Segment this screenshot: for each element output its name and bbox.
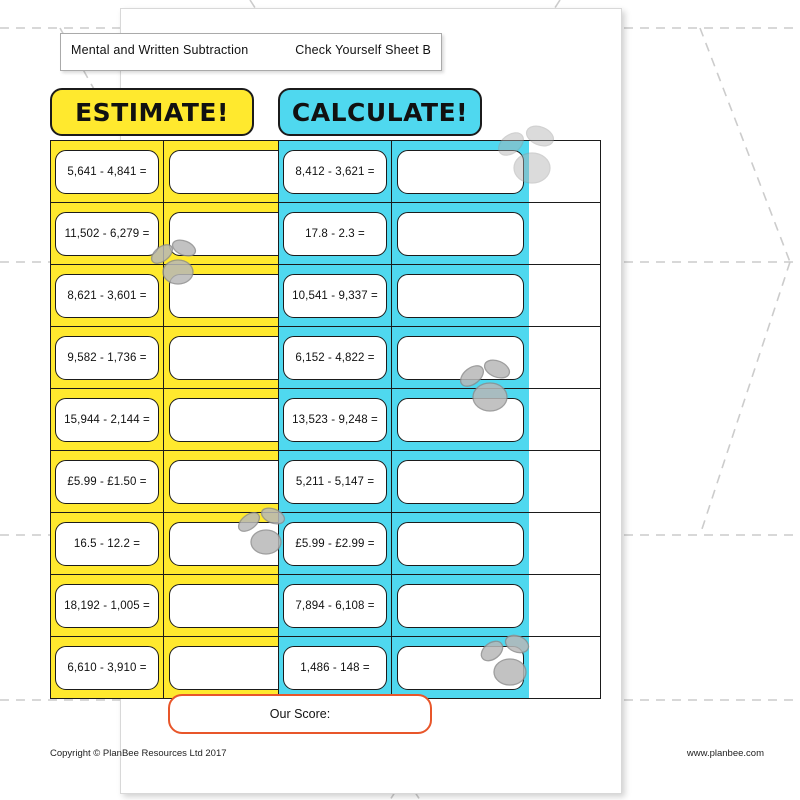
- question-text: 11,502 - 6,279 =: [55, 212, 158, 256]
- question-cell: [51, 513, 164, 574]
- table-row: [279, 513, 531, 575]
- table-row: [279, 575, 531, 637]
- question-text: 9,582 - 1,736 =: [55, 336, 158, 380]
- answer-box[interactable]: [169, 522, 295, 566]
- answer-box[interactable]: [169, 398, 295, 442]
- table-row: [51, 327, 303, 389]
- answer-cell[interactable]: [392, 265, 529, 326]
- score-box[interactable]: [168, 694, 432, 734]
- answer-cell[interactable]: [392, 327, 529, 388]
- question-cell: [51, 575, 164, 636]
- table-row: [279, 141, 531, 203]
- table-row: [51, 141, 303, 203]
- table-row: [279, 637, 531, 699]
- answer-box[interactable]: [397, 460, 523, 504]
- answer-box[interactable]: [397, 336, 523, 380]
- question-cell: [279, 451, 392, 512]
- answer-box[interactable]: [397, 398, 523, 442]
- marking-cell[interactable]: [530, 575, 600, 637]
- question-text: 10,541 - 9,337 =: [283, 274, 386, 318]
- question-text: 13,523 - 9,248 =: [283, 398, 386, 442]
- table-row: [51, 575, 303, 637]
- answer-box[interactable]: [397, 522, 523, 566]
- question-text: 17.8 - 2.3 =: [283, 212, 386, 256]
- marking-cell[interactable]: [530, 451, 600, 513]
- table-row: [51, 203, 303, 265]
- answer-cell[interactable]: [392, 451, 529, 512]
- marking-cell[interactable]: [530, 327, 600, 389]
- table-row: [51, 265, 303, 327]
- answer-cell[interactable]: [392, 575, 529, 636]
- question-text: 8,412 - 3,621 =: [283, 150, 386, 194]
- question-cell: [279, 203, 392, 264]
- question-cell: [51, 451, 164, 512]
- question-cell: [279, 513, 392, 574]
- answer-box[interactable]: [169, 460, 295, 504]
- question-cell: [279, 327, 392, 388]
- calculate-banner-label: CALCULATE!: [291, 97, 469, 127]
- table-row: [279, 265, 531, 327]
- question-cell: [51, 389, 164, 450]
- answer-box[interactable]: [397, 584, 523, 628]
- table-row: [51, 389, 303, 451]
- answer-cell[interactable]: [392, 637, 529, 698]
- answer-box[interactable]: [169, 212, 295, 256]
- worksheet-title: Mental and Written Subtraction: [71, 43, 249, 57]
- answer-box[interactable]: [169, 584, 295, 628]
- copyright-text: Copyright © PlanBee Resources Ltd 2017: [50, 748, 227, 759]
- answer-box[interactable]: [169, 274, 295, 318]
- answer-cell[interactable]: [392, 389, 529, 450]
- question-cell: [279, 575, 392, 636]
- table-row: [279, 451, 531, 513]
- calculate-column-banner: [278, 88, 482, 136]
- question-text: 5,211 - 5,147 =: [283, 460, 386, 504]
- marking-cell[interactable]: [530, 141, 600, 203]
- answer-cell[interactable]: [392, 513, 529, 574]
- estimate-banner-label: ESTIMATE!: [75, 97, 229, 127]
- question-cell: [51, 327, 164, 388]
- question-text: 1,486 - 148 =: [283, 646, 386, 690]
- question-cell: [51, 265, 164, 326]
- answer-box[interactable]: [397, 150, 523, 194]
- table-row: [51, 513, 303, 575]
- marking-cell[interactable]: [530, 389, 600, 451]
- estimate-column-banner: [50, 88, 254, 136]
- question-text: £5.99 - £2.99 =: [283, 522, 386, 566]
- question-text: 5,641 - 4,841 =: [55, 150, 158, 194]
- answer-box[interactable]: [169, 336, 295, 380]
- marking-cell[interactable]: [530, 637, 600, 699]
- table-row: [51, 451, 303, 513]
- estimate-table: [50, 140, 304, 699]
- answer-box[interactable]: [397, 212, 523, 256]
- question-text: 18,192 - 1,005 =: [55, 584, 158, 628]
- table-row: [279, 327, 531, 389]
- question-text: 15,944 - 2,144 =: [55, 398, 158, 442]
- answer-cell[interactable]: [392, 203, 529, 264]
- question-text: 6,152 - 4,822 =: [283, 336, 386, 380]
- marking-cell[interactable]: [530, 265, 600, 327]
- table-row: [51, 637, 303, 699]
- question-cell: [51, 203, 164, 264]
- marking-cell[interactable]: [530, 513, 600, 575]
- question-cell: [279, 265, 392, 326]
- calculate-table: [278, 140, 532, 699]
- question-text: 8,621 - 3,601 =: [55, 274, 158, 318]
- answer-cell[interactable]: [392, 141, 529, 202]
- question-text: £5.99 - £1.50 =: [55, 460, 158, 504]
- answer-box[interactable]: [169, 646, 295, 690]
- answer-box[interactable]: [397, 274, 523, 318]
- question-cell: [279, 141, 392, 202]
- question-cell: [279, 637, 392, 698]
- website-text: www.planbee.com: [686, 748, 764, 759]
- table-row: [279, 389, 531, 451]
- question-text: 6,610 - 3,910 =: [55, 646, 158, 690]
- score-label: Our Score:: [269, 707, 331, 721]
- marking-cell[interactable]: [530, 203, 600, 265]
- question-text: 16.5 - 12.2 =: [55, 522, 158, 566]
- answer-box[interactable]: [169, 150, 295, 194]
- answer-box[interactable]: [397, 646, 523, 690]
- question-cell: [51, 141, 164, 202]
- worksheet-sheet-label: Check Yourself Sheet B: [295, 43, 431, 57]
- question-text: 7,894 - 6,108 =: [283, 584, 386, 628]
- worksheet-header: [60, 33, 442, 71]
- marking-column: [530, 140, 601, 699]
- table-row: [279, 203, 531, 265]
- question-cell: [279, 389, 392, 450]
- question-cell: [51, 637, 164, 698]
